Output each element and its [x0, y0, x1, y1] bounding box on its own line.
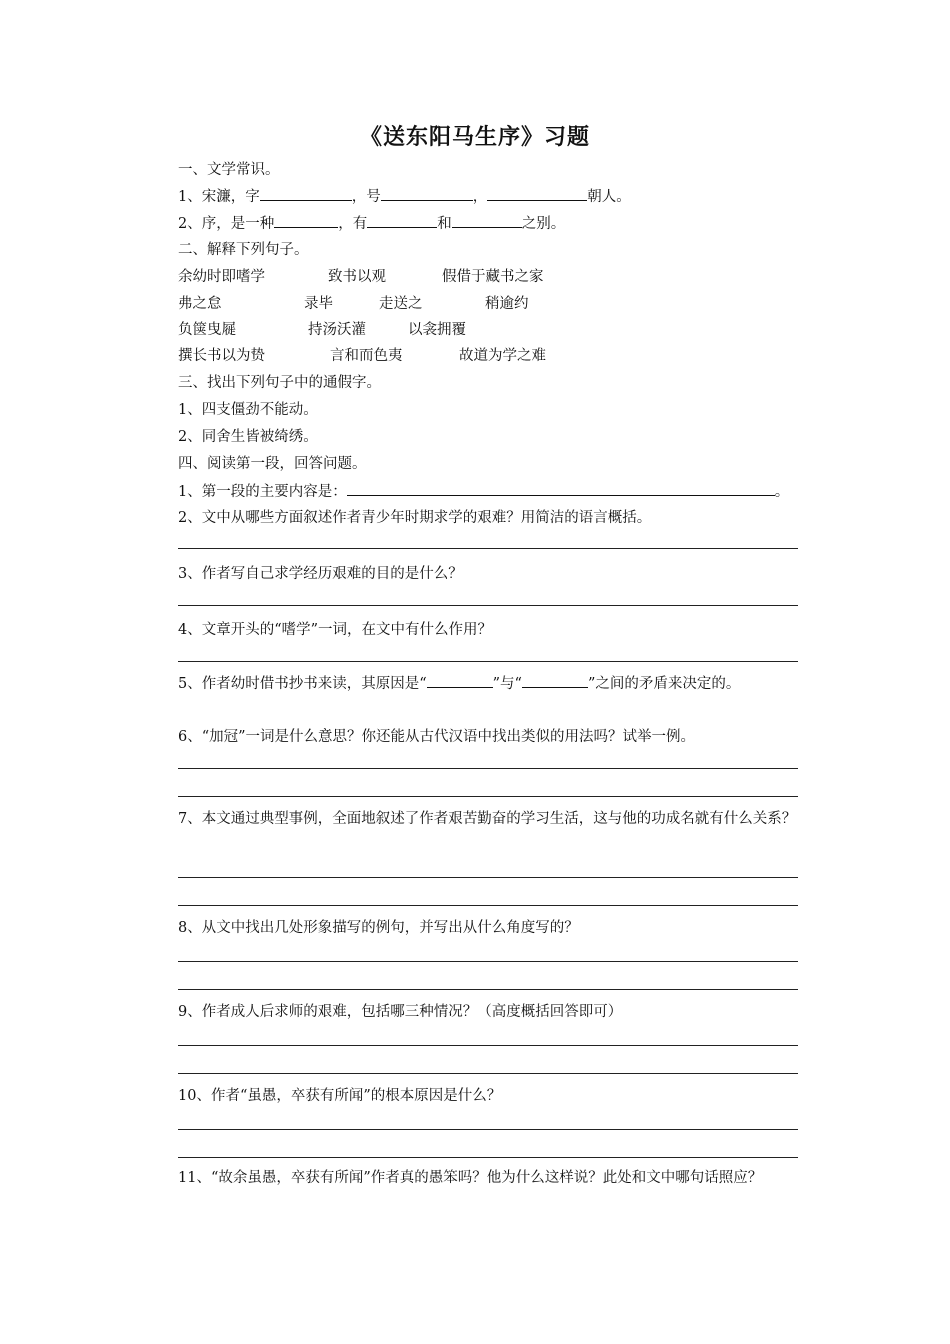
s1-q1-text-c: ，: [472, 189, 488, 205]
s4-q3: 3、作者写自己求学经历艰难的目的是什么？: [178, 566, 463, 582]
phrase: 致书以观: [328, 269, 386, 285]
phrase: 走送之: [379, 296, 423, 312]
phrase: 录毕: [304, 296, 333, 312]
s3-q2: 2、同舍生皆被绮绣。: [178, 429, 318, 445]
phrase: 稍逾约: [485, 296, 529, 312]
phrase-row: [178, 346, 546, 366]
answer-line[interactable]: [178, 796, 798, 797]
phrase-row: [178, 267, 544, 287]
s1-q1-text-a: 1、宋濂，字: [178, 189, 260, 205]
phrase: 假借于藏书之家: [442, 269, 544, 285]
phrase-row: [178, 320, 466, 340]
blank[interactable]: [522, 673, 588, 688]
s4-q2: 2、文中从哪些方面叙述作者青少年时期求学的艰难？用简洁的语言概括。: [178, 510, 652, 526]
s1-q2-text-c: 和: [437, 216, 452, 232]
phrase: 故道为学之难: [459, 348, 546, 364]
answer-line[interactable]: [178, 1045, 798, 1046]
s4-q10: 10、作者“虽愚，卒获有所闻”的根本原因是什么？: [178, 1088, 502, 1104]
s1-q1-text-d: 朝人。: [587, 189, 631, 205]
phrase: 负箧曳屣: [178, 322, 236, 338]
answer-line[interactable]: [178, 877, 798, 878]
s4-q9: 9、作者成人后求师的艰难，包括哪三种情况？（高度概括回答即可）: [178, 1004, 623, 1020]
phrase: 言和而色夷: [330, 348, 403, 364]
section4-heading: 四、阅读第一段，回答问题。: [178, 456, 367, 472]
s3-q1: 1、四支僵劲不能动。: [178, 402, 318, 418]
s4-q6: 6、“加冠”一词是什么意思？你还能从古代汉语中找出类似的用法吗？试举一例。: [178, 729, 696, 745]
answer-line[interactable]: [178, 1129, 798, 1130]
phrase: 以衾拥覆: [408, 322, 466, 338]
s4-q5: [146, 671, 810, 697]
answer-line[interactable]: [178, 768, 798, 769]
s4-q5-text-b: ”与“: [492, 676, 522, 692]
s4-q11: 11、“故余虽愚，卒获有所闻”作者真的愚笨吗？他为什么这样说？此处和文中哪句话照应？: [178, 1170, 763, 1186]
phrase-row: [178, 294, 529, 314]
answer-line[interactable]: [178, 605, 798, 606]
s1-q1: [178, 186, 631, 207]
page-title: 《送东阳马生序》习题: [359, 124, 590, 150]
answer-line[interactable]: [178, 661, 798, 662]
s4-q4: 4、文章开头的“嗜学”一词，在文中有什么作用？: [178, 622, 493, 638]
s4-q1: [178, 481, 789, 502]
answer-line[interactable]: [178, 548, 798, 549]
s4-q7: 7、本文通过典型事例，全面地叙述了作者艰苦勤奋的学习生活，这与他的功成名就有什么关系？: [178, 811, 797, 827]
blank[interactable]: [427, 673, 493, 688]
answer-blank[interactable]: [347, 481, 775, 496]
s1-q2-text-d: 之别。: [521, 216, 566, 232]
phrase: 撰长书以为贽: [178, 348, 265, 364]
s4-q1-text: 1、第一段的主要内容是：: [178, 484, 347, 500]
phrase: 余幼时即嗜学: [178, 269, 265, 285]
blank[interactable]: [367, 213, 437, 228]
answer-line[interactable]: [178, 905, 798, 906]
phrase: 持汤沃灌: [308, 322, 366, 338]
phrase: 弗之怠: [178, 296, 222, 312]
section3-heading: 三、找出下列句子中的通假字。: [178, 375, 381, 391]
blank[interactable]: [381, 186, 473, 201]
answer-line[interactable]: [178, 989, 798, 990]
answer-line[interactable]: [178, 961, 798, 962]
s1-q2-text-a: 2、序，是一种: [178, 216, 275, 232]
blank[interactable]: [487, 186, 587, 201]
s1-q2: [178, 213, 565, 234]
blank[interactable]: [452, 213, 522, 228]
section2-heading: 二、解释下列句子。: [178, 242, 309, 258]
s1-q1-text-b: ，号: [351, 189, 381, 205]
section1-heading: 一、文学常识。: [178, 162, 280, 178]
blank[interactable]: [274, 213, 338, 228]
s1-q2-text-b: ，有: [338, 216, 368, 232]
s4-q1-end: 。: [774, 484, 790, 500]
answer-line[interactable]: [178, 1157, 798, 1158]
s4-q5-text-c: ”之间的矛盾来决定的。: [587, 676, 741, 692]
s4-q5-text-a: 5、作者幼时借书抄书来读，其原因是“: [178, 676, 427, 692]
s4-q8: 8、从文中找出几处形象描写的例句，并写出从什么角度写的？: [178, 920, 579, 936]
blank[interactable]: [260, 186, 352, 201]
answer-line[interactable]: [178, 1073, 798, 1074]
